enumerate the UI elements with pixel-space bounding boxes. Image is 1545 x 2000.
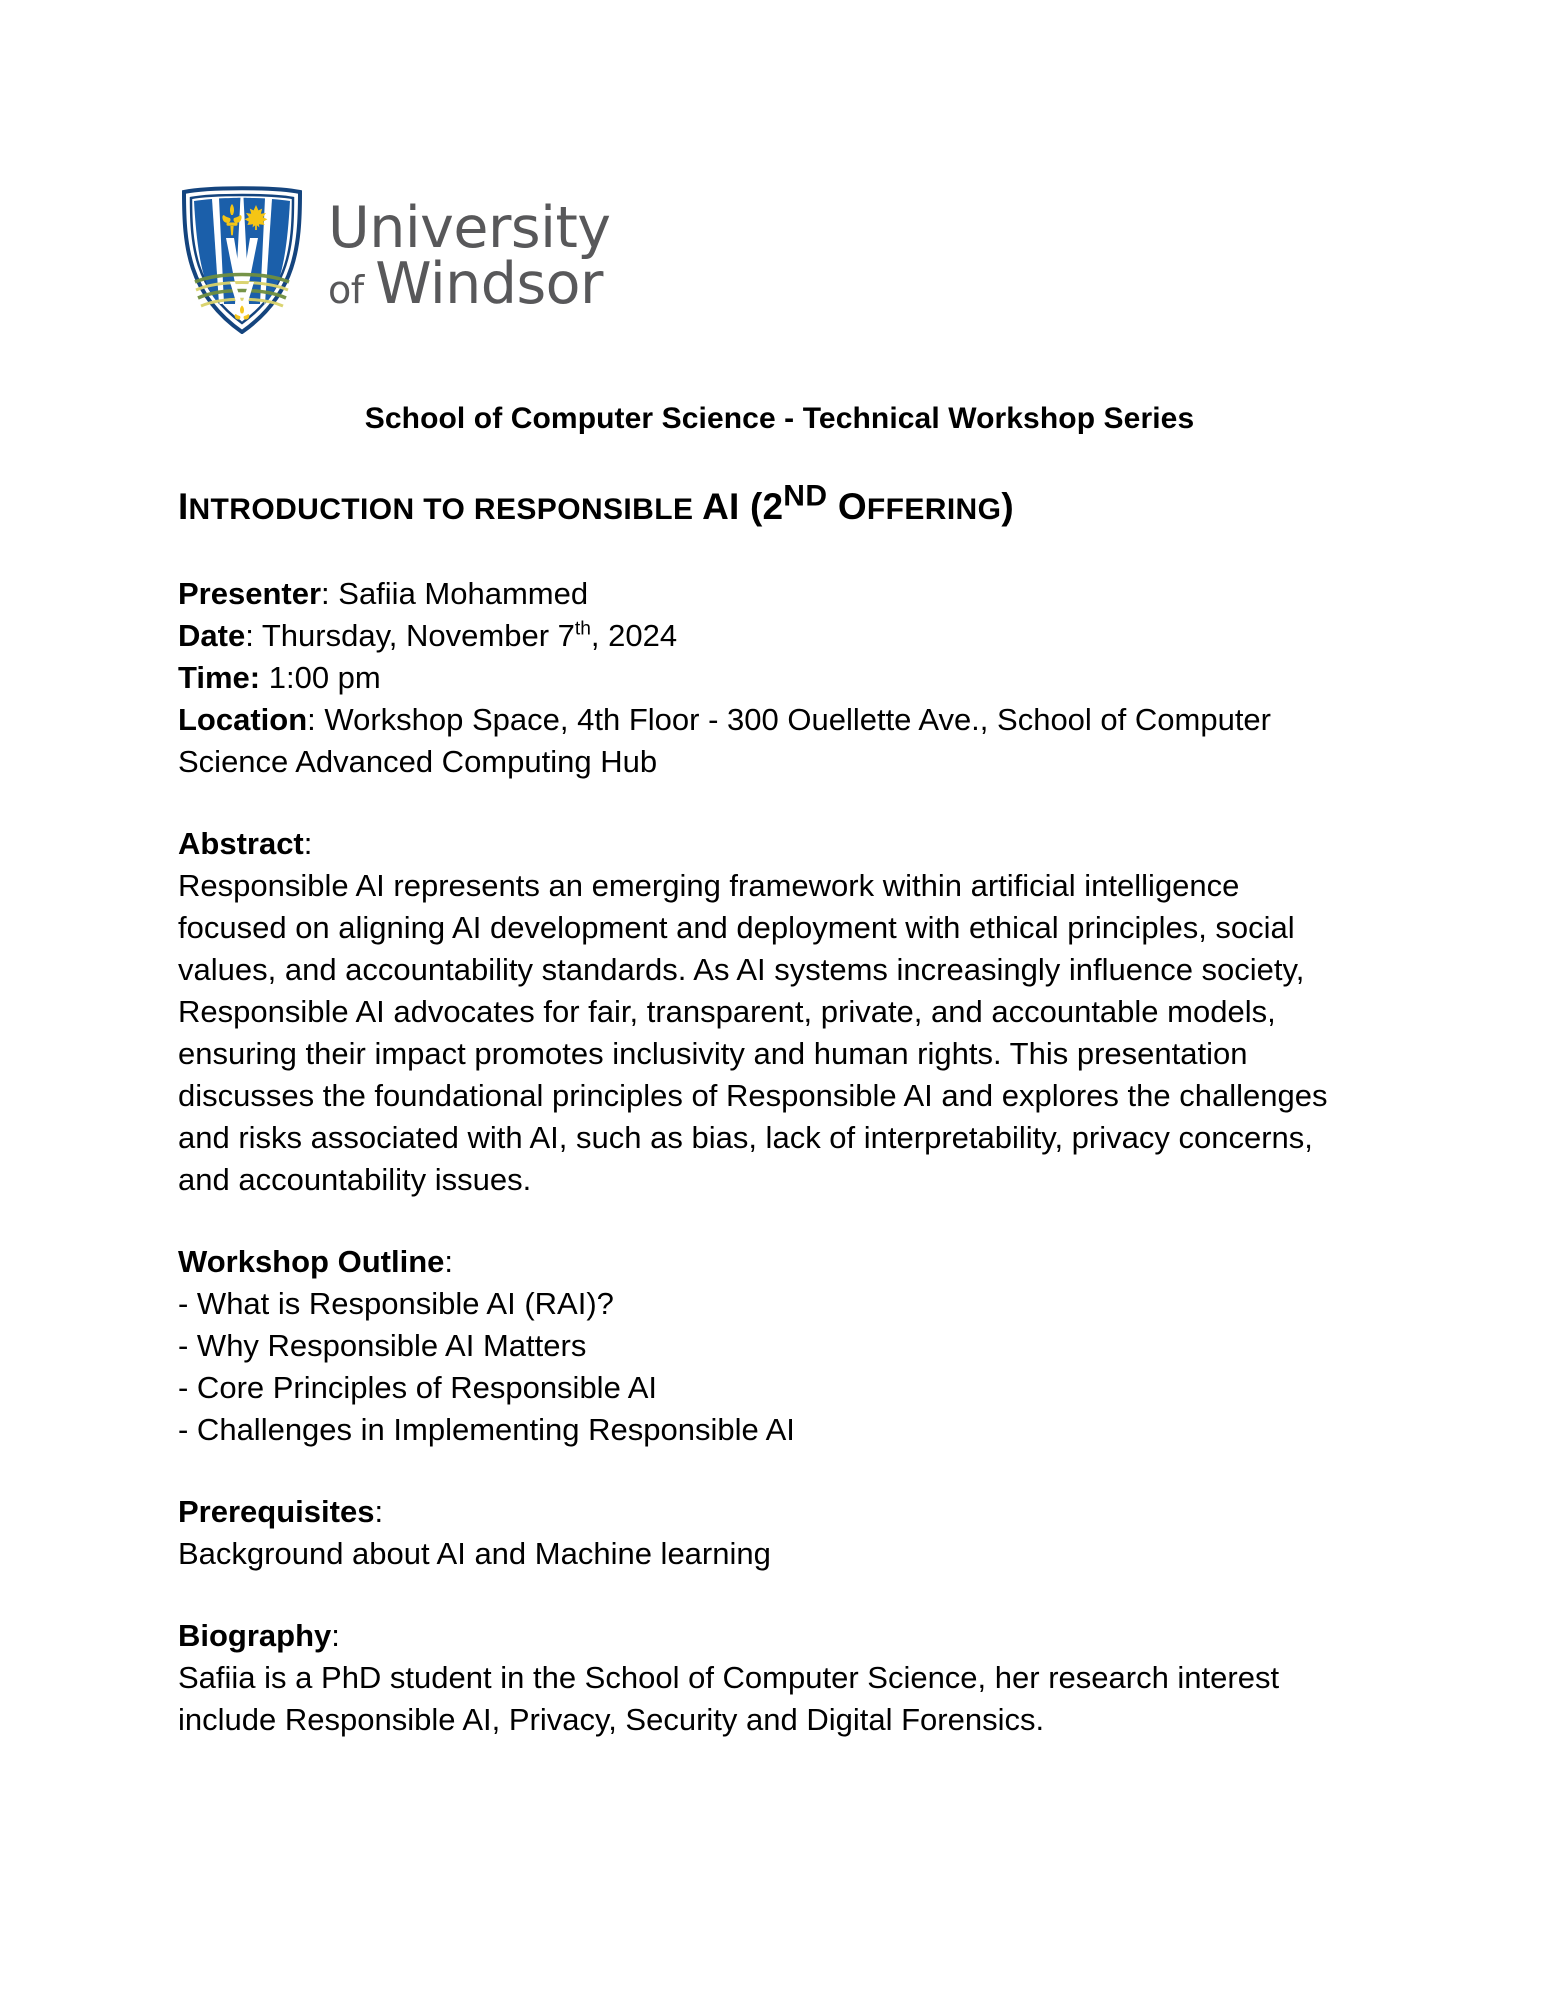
list-item: - Why Responsible AI Matters xyxy=(178,1328,587,1363)
prerequisites-section xyxy=(178,1491,1363,1575)
prerequisites-heading-colon: : xyxy=(374,1494,384,1529)
university-logo xyxy=(178,152,683,367)
prerequisites-heading xyxy=(178,1491,1363,1533)
title-smallcaps-1: NTRODUCTION TO RESPONSIBLE xyxy=(188,493,703,526)
document-body xyxy=(178,398,1363,1741)
biography-heading-colon: : xyxy=(331,1618,340,1653)
title-offering-initial: O xyxy=(827,486,867,527)
outline-heading-text: Workshop Outline xyxy=(178,1244,445,1279)
outline-heading-colon: : xyxy=(444,1244,454,1279)
location-line xyxy=(178,699,1363,783)
title-initial: I xyxy=(178,486,189,527)
wordmark-windsor: Windsor xyxy=(375,250,603,317)
biography-section xyxy=(178,1615,1363,1741)
abstract-heading-text: Abstract xyxy=(178,826,304,861)
time-label: Time: xyxy=(178,660,261,695)
wordmark-line-university: University xyxy=(328,194,611,261)
title-paren-open: (2 xyxy=(739,486,784,527)
location-separator: : xyxy=(307,702,325,737)
title-ai: AI xyxy=(702,486,740,527)
outline-section xyxy=(178,1241,1363,1451)
title-paren-close: ) xyxy=(1001,486,1014,527)
presenter-separator: : xyxy=(321,576,339,611)
prerequisites-body: Background about AI and Machine learning xyxy=(178,1536,771,1571)
time-value: 1:00 pm xyxy=(260,660,381,695)
list-item: - What is Responsible AI (RAI)? xyxy=(178,1286,614,1321)
date-line xyxy=(178,615,1363,657)
abstract-heading xyxy=(178,823,1363,865)
abstract-body: Responsible AI represents an emerging framework within artificial intelligence focused on aligning AI development and deployment with ethical principles, social values, and accountability standards. As AI systems increasingly influence society, Responsible AI advocates for fair, transparent, private, and accountable models, ensuring their impact promotes inclusivity and human rights. This presentation discusses the foundational principles of Responsible AI and explores the challenges and risks associated with AI, such as bias, lack of interpretability, privacy concerns, and accountability issues. xyxy=(178,868,1328,1197)
biography-heading xyxy=(178,1615,1363,1657)
time-line xyxy=(178,657,1363,699)
university-of-windsor-crest-icon xyxy=(178,186,306,334)
university-wordmark xyxy=(328,194,611,319)
prerequisites-heading-text: Prerequisites xyxy=(178,1494,375,1529)
wordmark-of: of xyxy=(328,267,376,312)
biography-heading-text: Biography xyxy=(178,1618,332,1653)
abstract-heading-colon: : xyxy=(303,826,313,861)
title-offering-rest: FFERING xyxy=(866,493,1002,526)
workshop-series-heading: School of Computer Science - Technical Workshop Series xyxy=(364,402,1195,435)
date-year: , 2024 xyxy=(590,618,678,653)
presenter-line xyxy=(178,573,1363,615)
location-label: Location xyxy=(178,702,308,737)
presenter-value: Safiia Mohammed xyxy=(338,576,589,611)
date-ordinal-suffix: th xyxy=(574,618,591,640)
date-separator: : xyxy=(245,618,262,653)
abstract-section xyxy=(178,823,1363,1201)
date-label: Date xyxy=(178,618,246,653)
list-item: - Challenges in Implementing Responsible AI xyxy=(178,1412,795,1447)
title-ordinal-suffix: ND xyxy=(783,479,828,513)
wordmark-line-of-windsor xyxy=(328,250,611,317)
event-details xyxy=(178,573,1363,783)
list-item: - Core Principles of Responsible AI xyxy=(178,1370,658,1405)
date-value: Thursday, November 7 xyxy=(261,618,575,653)
presenter-label: Presenter xyxy=(178,576,322,611)
location-value: Workshop Space, 4th Floor - 300 Ouellette Ave., School of Computer Science Advanced Computing Hub xyxy=(178,702,1271,779)
outline-heading xyxy=(178,1241,1363,1283)
biography-body: Safiia is a PhD student in the School of Computer Science, her research interest include Responsible AI, Privacy, Security and Digital Forensics. xyxy=(178,1660,1280,1737)
page-title xyxy=(178,479,1363,531)
